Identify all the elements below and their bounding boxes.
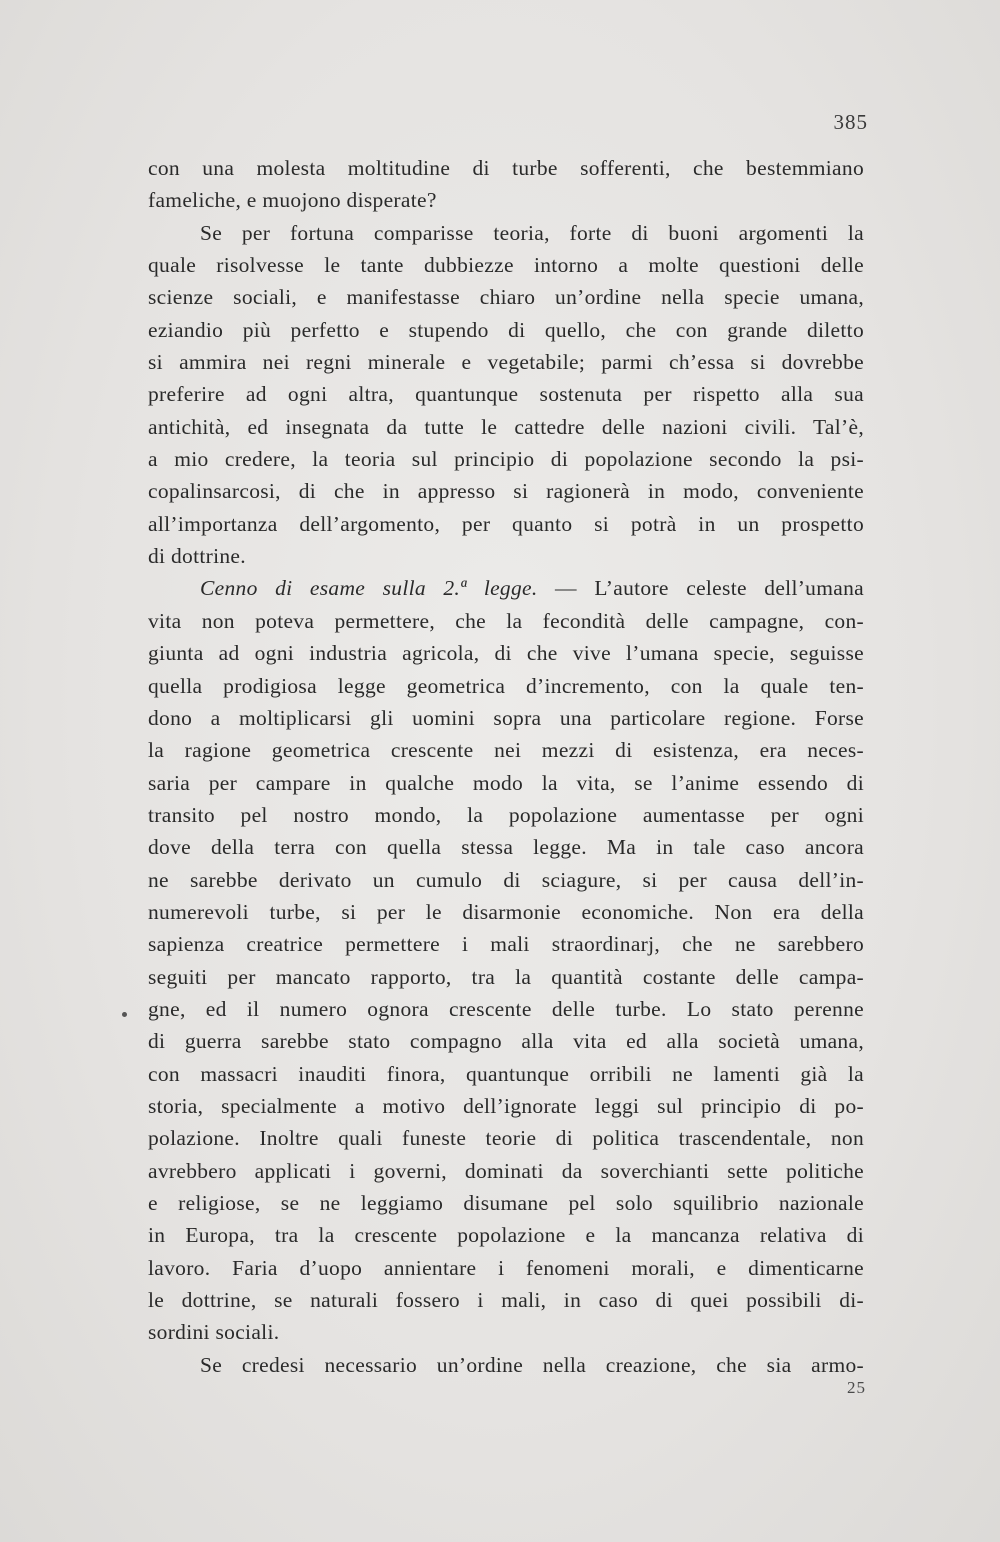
text-line: la ragione geometrica crescente nei mezzi di esistenza, era neces- xyxy=(148,738,864,763)
text-line: con massacri inauditi finora, quantunque orribili ne lamenti già la xyxy=(148,1061,864,1086)
text-line: e religiose, se ne leggiamo disumane pel solo squilibrio nazionale xyxy=(148,1191,864,1215)
text-line: avrebbero applicati i governi, dominati da soverchianti sette politiche xyxy=(148,1158,864,1183)
section-heading-line xyxy=(148,572,864,604)
text-line: dono a moltiplicarsi gli uomini sopra una particolare regione. Forse xyxy=(148,705,864,730)
text-line: di guerra sarebbe stato compagno alla vita ed alla società umana, xyxy=(148,1029,864,1054)
text-line: Se per fortuna comparisse teoria, forte di buoni argomenti la xyxy=(200,220,864,245)
text-line: in Europa, tra la crescente popolazione e la mancanza relativa di xyxy=(148,1223,864,1248)
text-line: quella prodigiosa legge geometrica d’incremento, con la quale ten- xyxy=(148,673,864,698)
text-line: scienze sociali, e manifestasse chiaro un’ordine nella specie umana, xyxy=(148,285,864,310)
text-line: polazione. Inoltre quali funeste teorie di politica trascendentale, non xyxy=(148,1126,864,1151)
text-line: seguiti per mancato rapporto, tra la quantità costante delle campa- xyxy=(148,964,864,989)
text-line: eziandio più perfetto e stupendo di quello, che con grande diletto xyxy=(148,317,864,342)
text-line: con una molesta moltitudine di turbe sofferenti, che bestemmiano xyxy=(148,156,864,180)
ink-speck xyxy=(122,1012,127,1017)
text-line: sordini sociali. xyxy=(148,1320,280,1345)
text-line: copalinsarcosi, di che in appresso si ragionerà in modo, conveniente xyxy=(148,479,864,504)
text-line: sapienza creatrice permettere i mali straordinarj, che ne sarebbero xyxy=(148,932,864,957)
text-line: antichità, ed insegnata da tutte le cattedre delle nazioni civili. Tal’è, xyxy=(148,414,864,439)
text-line: di dottrine. xyxy=(148,544,246,569)
text-line: numerevoli turbe, si per le disarmonie economiche. Non era della xyxy=(148,899,864,924)
text-line: Se credesi necessario un’ordine nella creazione, che sia armo- xyxy=(200,1352,864,1377)
text-line: saria per campare in qualche modo la vita, se l’anime essendo di xyxy=(148,770,864,795)
text-line: fameliche, e muojono disperate? xyxy=(148,188,437,213)
section-heading: Cenno di esame sulla 2.ª legge. xyxy=(200,576,538,601)
text-line: si ammira nei regni minerale e vegetabile; parmi ch’essa si dovrebbe xyxy=(148,350,864,375)
text-line: all’importanza dell’argomento, per quanto si potrà in un prospetto xyxy=(148,511,864,536)
text-line: le dottrine, se naturali fossero i mali, in caso di quei possibili di- xyxy=(148,1288,864,1313)
text-line: vita non poteva permettere, che la fecondità delle campagne, con- xyxy=(148,608,864,633)
text-line: ne sarebbe derivato un cumulo di sciagure, si per causa dell’in- xyxy=(148,867,864,892)
text-line: giunta ad ogni industria agricola, di che vive l’umana specie, seguisse xyxy=(148,641,864,666)
text-line: a mio credere, la teoria sul principio di popolazione secondo la psi- xyxy=(148,447,864,472)
text-line: gne, ed il numero ognora crescente delle turbe. Lo stato perenne xyxy=(148,996,864,1021)
text-line: quale risolvesse le tante dubbiezze intorno a molte questioni delle xyxy=(148,253,864,278)
text-line: preferire ad ogni altra, quantunque sostenuta per rispetto alla sua xyxy=(148,382,864,407)
text-line: lavoro. Faria d’uopo annientare i fenomeni morali, e dimenticarne xyxy=(148,1255,864,1280)
text-line: transito pel nostro mondo, la popolazione aumentasse per ogni xyxy=(148,802,864,827)
text-line: dove della terra con quella stessa legge. Ma in tale caso ancora xyxy=(148,835,864,860)
body-text xyxy=(148,152,864,1381)
page-number: 385 xyxy=(833,110,868,134)
signature-mark: 25 xyxy=(847,1378,866,1397)
section-heading-continuation: — L’autore celeste dell’umana xyxy=(555,576,864,601)
text-line: storia, specialmente a motivo dell’ignorate leggi sul principio di po- xyxy=(148,1093,864,1118)
